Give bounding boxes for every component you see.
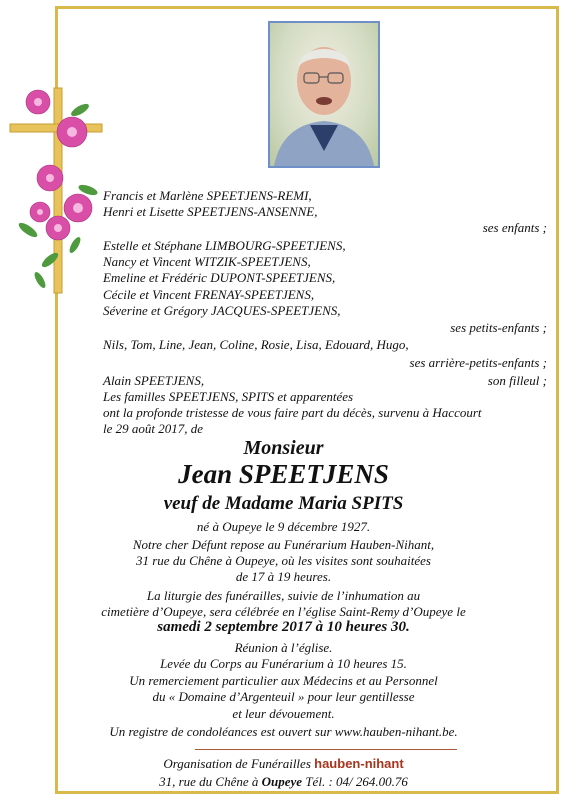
detail-5: cimetière d’Oupeye, sera célébrée en l’église Saint-Remy d’Oupeye le [101,604,466,619]
condolence-register: Un registre de condoléances est ouvert sur www.hauben-nihant.be. [109,724,458,739]
cross-with-flowers-icon [0,80,110,300]
deceased-name: Jean SPEETJENS [178,459,389,489]
address-line [40,773,527,791]
detail-3: de 17 à 19 heures. [235,569,332,584]
grandchild-1: Estelle et Stéphane LIMBOURG-SPEETJENS, [103,238,346,253]
after-2: Levée du Corps au Funérarium à 10 heures 15. [160,656,407,671]
child-2: Henri et Lisette SPEETJENS-ANSENNE, [103,204,318,219]
brand-logo: hauben-nihant [314,756,404,771]
grandchild-2: Nancy et Vincent WITZIK-SPEETJENS, [103,254,311,269]
footer-divider [195,749,457,750]
after-5: et leur dévouement. [232,706,335,721]
grandchild-3: Emeline et Frédéric DUPONT-SPEETJENS, [103,270,336,285]
address-prefix: 31, rue du Chêne à [159,774,259,789]
funeral-org-footer [40,755,527,791]
detail-1: Notre cher Défunt repose au Funérarium Hauben-Nihant, [132,537,435,552]
portrait-photo [268,21,380,168]
phone: Tél. : 04/ 264.00.76 [305,774,408,789]
godson: Alain SPEETJENS, [103,373,205,388]
grandchild-5: Séverine et Grégory JACQUES-SPEETJENS, [103,303,341,318]
funeral-date: samedi 2 septembre 2017 à 10 heures 30. [157,619,410,635]
birth-line: né à Oupeye le 9 décembre 1927. [196,519,371,534]
godson-label: son filleul ; [487,373,547,388]
grandchildren-label: ses petits-enfants ; [450,320,547,335]
announcement-line: ont la profonde tristesse de vous faire part du décès, survenu à Haccourt [103,405,482,420]
child-1: Francis et Marlène SPEETJENS-REMI, [103,188,312,203]
address-city: Oupeye [261,774,303,789]
detail-4: La liturgie des funérailles, suivie de l’inhumation au [146,588,421,603]
grandchild-4: Cécile et Vincent FRENAY-SPEETJENS, [103,287,315,302]
announcement-date: le 29 août 2017, de [103,421,204,436]
great-grandchildren: Nils, Tom, Line, Jean, Coline, Rosie, Lisa, Edouard, Hugo, [103,337,409,352]
deceased-title: Monsieur [243,437,324,459]
children-label: ses enfants ; [482,220,547,235]
org-line [40,755,527,773]
org-prefix: Organisation de Funérailles [163,756,311,771]
detail-2: 31 rue du Chêne à Oupeye, où les visites sont souhaitées [136,553,431,568]
families-line: Les familles SPEETJENS, SPITS et apparentées [103,389,354,404]
great-grandchildren-label: ses arrière-petits-enfants ; [409,355,547,370]
widower-line: veuf de Madame Maria SPITS [163,493,404,514]
after-3: Un remerciement particulier aux Médecins et au Personnel [129,673,438,688]
after-1: Réunion à l’église. [234,640,333,655]
after-4: du « Domaine d’Argenteuil » pour leur gentillesse [152,689,415,704]
